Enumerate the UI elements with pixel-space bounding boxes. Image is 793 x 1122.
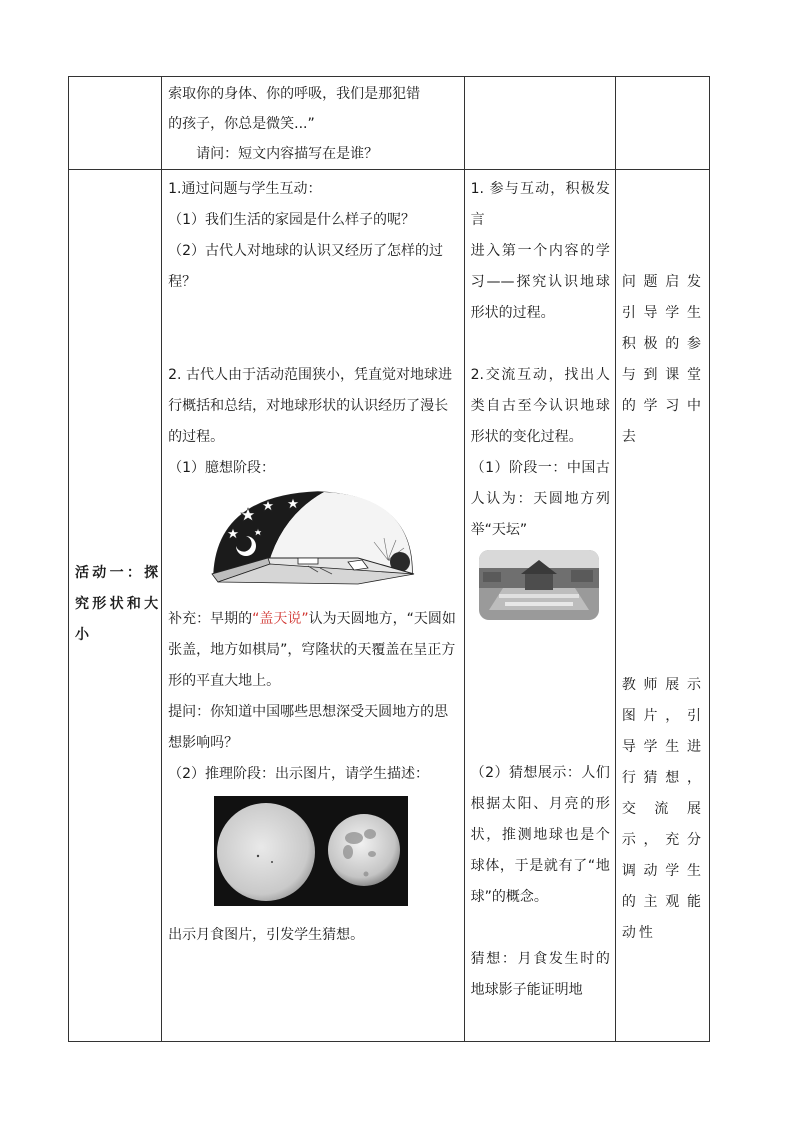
story-line: 的孩子，你总是微笑...” <box>168 116 315 132</box>
story-line: 索取你的身体、你的呼吸，我们是那犯错 <box>168 86 421 102</box>
supplement-prefix: 补充：早期的 <box>168 611 253 627</box>
sun-moon-photo <box>214 796 408 906</box>
supplement-paragraph <box>168 604 458 697</box>
cell-empty <box>464 77 615 170</box>
student-step-1: 1. 参与互动，积极发言 <box>470 181 610 228</box>
student-guess: （2）猜想展示：人们根据太阳、月亮的形状，推测地球也是个球体，于是就有了“地球”的概念。 <box>470 765 610 905</box>
table-row <box>69 170 710 1042</box>
activity-title: 活动一：探究形状和大小 <box>75 565 159 643</box>
student-step-1b: 进入第一个内容的学习——探究认识地球形状的过程。 <box>470 243 610 321</box>
student-guess-2: 猜想：月食发生时的地球影子能证明地 <box>470 951 610 998</box>
teacher-intro: 1.通过问题与学生互动： <box>168 181 322 197</box>
teacher-ask: 提问：你知道中国哪些思想深受天圆地方的思想影响吗？ <box>168 704 449 751</box>
supplement-body: 认为天圆地方，“天圆如张盖，地方如棋局”，穹隆状的天覆盖在呈正方形的平直大地上。 <box>168 611 456 689</box>
gaitian-theory-term: “盖天说” <box>252 611 309 627</box>
temple-of-heaven-photo <box>479 550 599 620</box>
cell-empty <box>615 77 709 170</box>
stage-1-label: （1）臆想阶段： <box>168 460 276 476</box>
teacher-paragraph-2: 2. 古代人由于活动范围狭小，凭直觉对地球进行概括和总结，对地球形状的认识经历了漫长的过程。 <box>168 367 452 445</box>
dome-sky-illustration <box>208 488 418 588</box>
activity-title-cell <box>69 170 162 1042</box>
cell-story <box>162 77 464 170</box>
lesson-plan-table <box>68 76 710 1042</box>
eclipse-text: 出示月食图片，引发学生猜想。 <box>168 927 365 943</box>
design-intent-2: 教师展示图片，引导学生进行猜想，交流展示，充分调动学生的主观能动性 <box>621 677 704 941</box>
student-activity-cell <box>464 170 615 1042</box>
design-intent-1: 问题启发引导学生积极的参与到课堂的学习中去 <box>621 274 704 445</box>
student-stage-1: （1）阶段一：中国古人认为：天圆地方列举“天坛” <box>470 460 610 538</box>
cell-empty <box>69 77 162 170</box>
teacher-question-2: （2）古代人对地球的认识又经历了怎样的过程？ <box>168 243 444 290</box>
student-step-2: 2.交流互动，找出人类自古至今认识地球形状的变化过程。 <box>470 367 610 445</box>
teacher-question-1: （1）我们生活的家园是什么样子的呢？ <box>168 212 416 228</box>
design-intent-cell <box>615 170 709 1042</box>
teacher-activity-cell <box>162 170 464 1042</box>
story-question: 请问：短文内容描写在是谁？ <box>196 146 379 162</box>
stage-2-label: （2）推理阶段：出示图片，请学生描述： <box>168 766 430 782</box>
table-row <box>69 77 710 170</box>
